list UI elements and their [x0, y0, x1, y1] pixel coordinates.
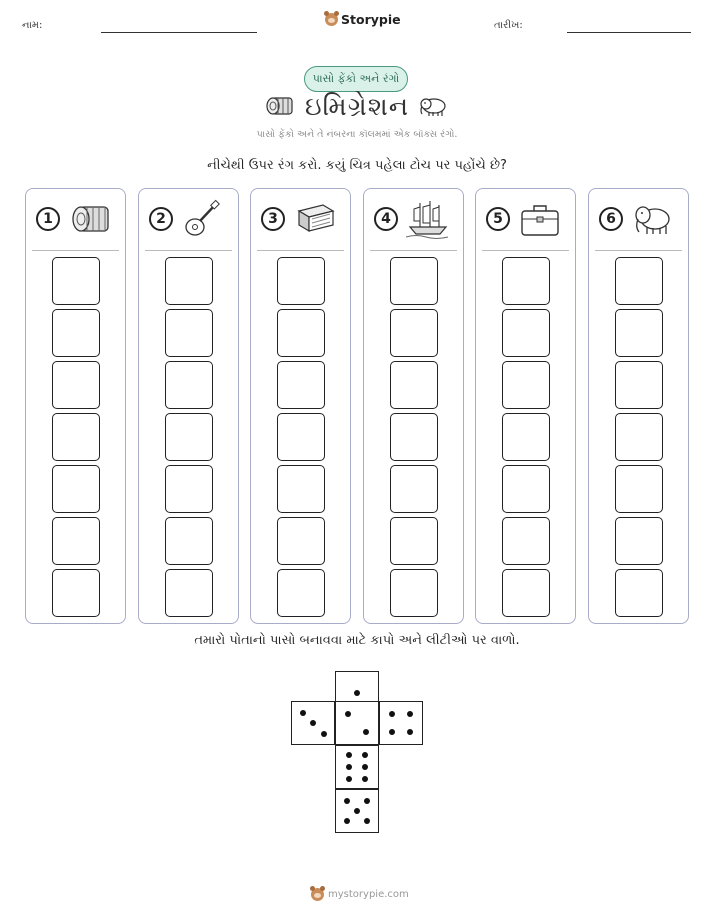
color-box[interactable] [502, 569, 550, 617]
color-box[interactable] [615, 465, 663, 513]
column-divider [482, 250, 569, 251]
die-pip [344, 798, 350, 804]
color-box[interactable] [277, 413, 325, 461]
color-box[interactable] [390, 309, 438, 357]
die-pip [407, 729, 413, 735]
date-label: તારીખ: [494, 20, 523, 31]
column-3 [250, 188, 351, 624]
suitcase-icon [518, 199, 562, 239]
color-box[interactable] [52, 569, 100, 617]
color-box[interactable] [52, 413, 100, 461]
color-box[interactable] [165, 569, 213, 617]
activity-tag: પાસો ફેંકો અને રંગો [304, 66, 408, 92]
color-box[interactable] [502, 309, 550, 357]
column-2 [138, 188, 239, 624]
column-number: 4 [374, 207, 398, 231]
color-box[interactable] [390, 465, 438, 513]
elephant-icon [631, 199, 675, 239]
color-box[interactable] [165, 257, 213, 305]
color-box[interactable] [52, 257, 100, 305]
column-1 [25, 188, 126, 624]
color-box[interactable] [502, 465, 550, 513]
die-pip [354, 808, 360, 814]
color-box[interactable] [165, 361, 213, 409]
color-box[interactable] [52, 517, 100, 565]
cut-instruction: તમારો પોતાનો પાસો બનાવવા માટે કાપો અને લીટીઓ પર વાળો. [194, 633, 520, 648]
color-box[interactable] [52, 309, 100, 357]
column-6 [588, 188, 689, 624]
footer [311, 888, 409, 901]
color-box[interactable] [277, 517, 325, 565]
column-divider [370, 250, 457, 251]
color-box[interactable] [615, 517, 663, 565]
color-box[interactable] [390, 257, 438, 305]
page-subtitle: પાસો ફેંકો અને તે નંબરના કૉલમમાં એક બૉક્સ રંગો. [256, 129, 458, 140]
color-box[interactable] [390, 413, 438, 461]
die-pip [389, 729, 395, 735]
color-box[interactable] [52, 465, 100, 513]
column-4 [363, 188, 464, 624]
color-box[interactable] [277, 465, 325, 513]
color-box[interactable] [390, 517, 438, 565]
column-number: 5 [486, 207, 510, 231]
die-pip [389, 711, 395, 717]
color-box[interactable] [502, 413, 550, 461]
bear-logo-icon [311, 888, 324, 901]
die-pip [362, 764, 368, 770]
column-5 [475, 188, 576, 624]
column-number: 6 [599, 207, 623, 231]
color-box[interactable] [615, 257, 663, 305]
die-pip [363, 729, 369, 735]
name-field-line[interactable] [101, 32, 257, 33]
color-box[interactable] [502, 517, 550, 565]
die-pip [364, 818, 370, 824]
hay-bale-icon [68, 199, 112, 239]
die-pip [362, 752, 368, 758]
book-icon [293, 199, 337, 239]
column-divider [32, 250, 119, 251]
color-box[interactable] [390, 569, 438, 617]
column-number: 3 [261, 207, 285, 231]
die-pip [354, 690, 360, 696]
die-pip [321, 731, 327, 737]
page-title: ઇમિગ્રેશન [304, 92, 410, 122]
die-pip [345, 711, 351, 717]
die-face-6 [335, 745, 379, 789]
color-box[interactable] [615, 361, 663, 409]
color-box[interactable] [165, 517, 213, 565]
die-pip [310, 720, 316, 726]
sailing-ship-icon [406, 199, 450, 239]
die-pip [407, 711, 413, 717]
color-box[interactable] [52, 361, 100, 409]
coloring-instruction: નીચેથી ઉપર રંગ કરો. કયું ચિત્ર પહેલા ટોચ પર પહોંચે છે? [207, 158, 507, 173]
brand-logo [325, 12, 401, 27]
brand-name: Storypie [341, 12, 401, 27]
color-box[interactable] [277, 569, 325, 617]
color-box[interactable] [165, 465, 213, 513]
footer-url[interactable]: mystorypie.com [328, 889, 409, 900]
color-box[interactable] [390, 361, 438, 409]
color-box[interactable] [277, 257, 325, 305]
color-box[interactable] [165, 309, 213, 357]
die-face-4 [379, 701, 423, 745]
column-divider [257, 250, 344, 251]
die-face-5 [335, 789, 379, 833]
die-pip [364, 798, 370, 804]
die-pip [346, 764, 352, 770]
color-box[interactable] [615, 309, 663, 357]
color-box[interactable] [502, 257, 550, 305]
die-pip [346, 776, 352, 782]
name-label: નામ: [22, 20, 43, 31]
column-number: 2 [149, 207, 173, 231]
die-pip [300, 710, 306, 716]
die-pip [362, 776, 368, 782]
die-pip [344, 818, 350, 824]
elephant-icon [418, 95, 448, 117]
color-box[interactable] [165, 413, 213, 461]
die-pip [346, 752, 352, 758]
die-face-2 [335, 701, 379, 745]
die-face-3 [291, 701, 335, 745]
bear-logo-icon [325, 13, 338, 26]
color-box[interactable] [615, 569, 663, 617]
column-divider [595, 250, 682, 251]
column-divider [145, 250, 232, 251]
column-number: 1 [36, 207, 60, 231]
mandolin-icon [181, 199, 225, 239]
color-box[interactable] [615, 413, 663, 461]
color-box[interactable] [502, 361, 550, 409]
color-box[interactable] [277, 361, 325, 409]
color-box[interactable] [277, 309, 325, 357]
date-field-line[interactable] [567, 32, 691, 33]
